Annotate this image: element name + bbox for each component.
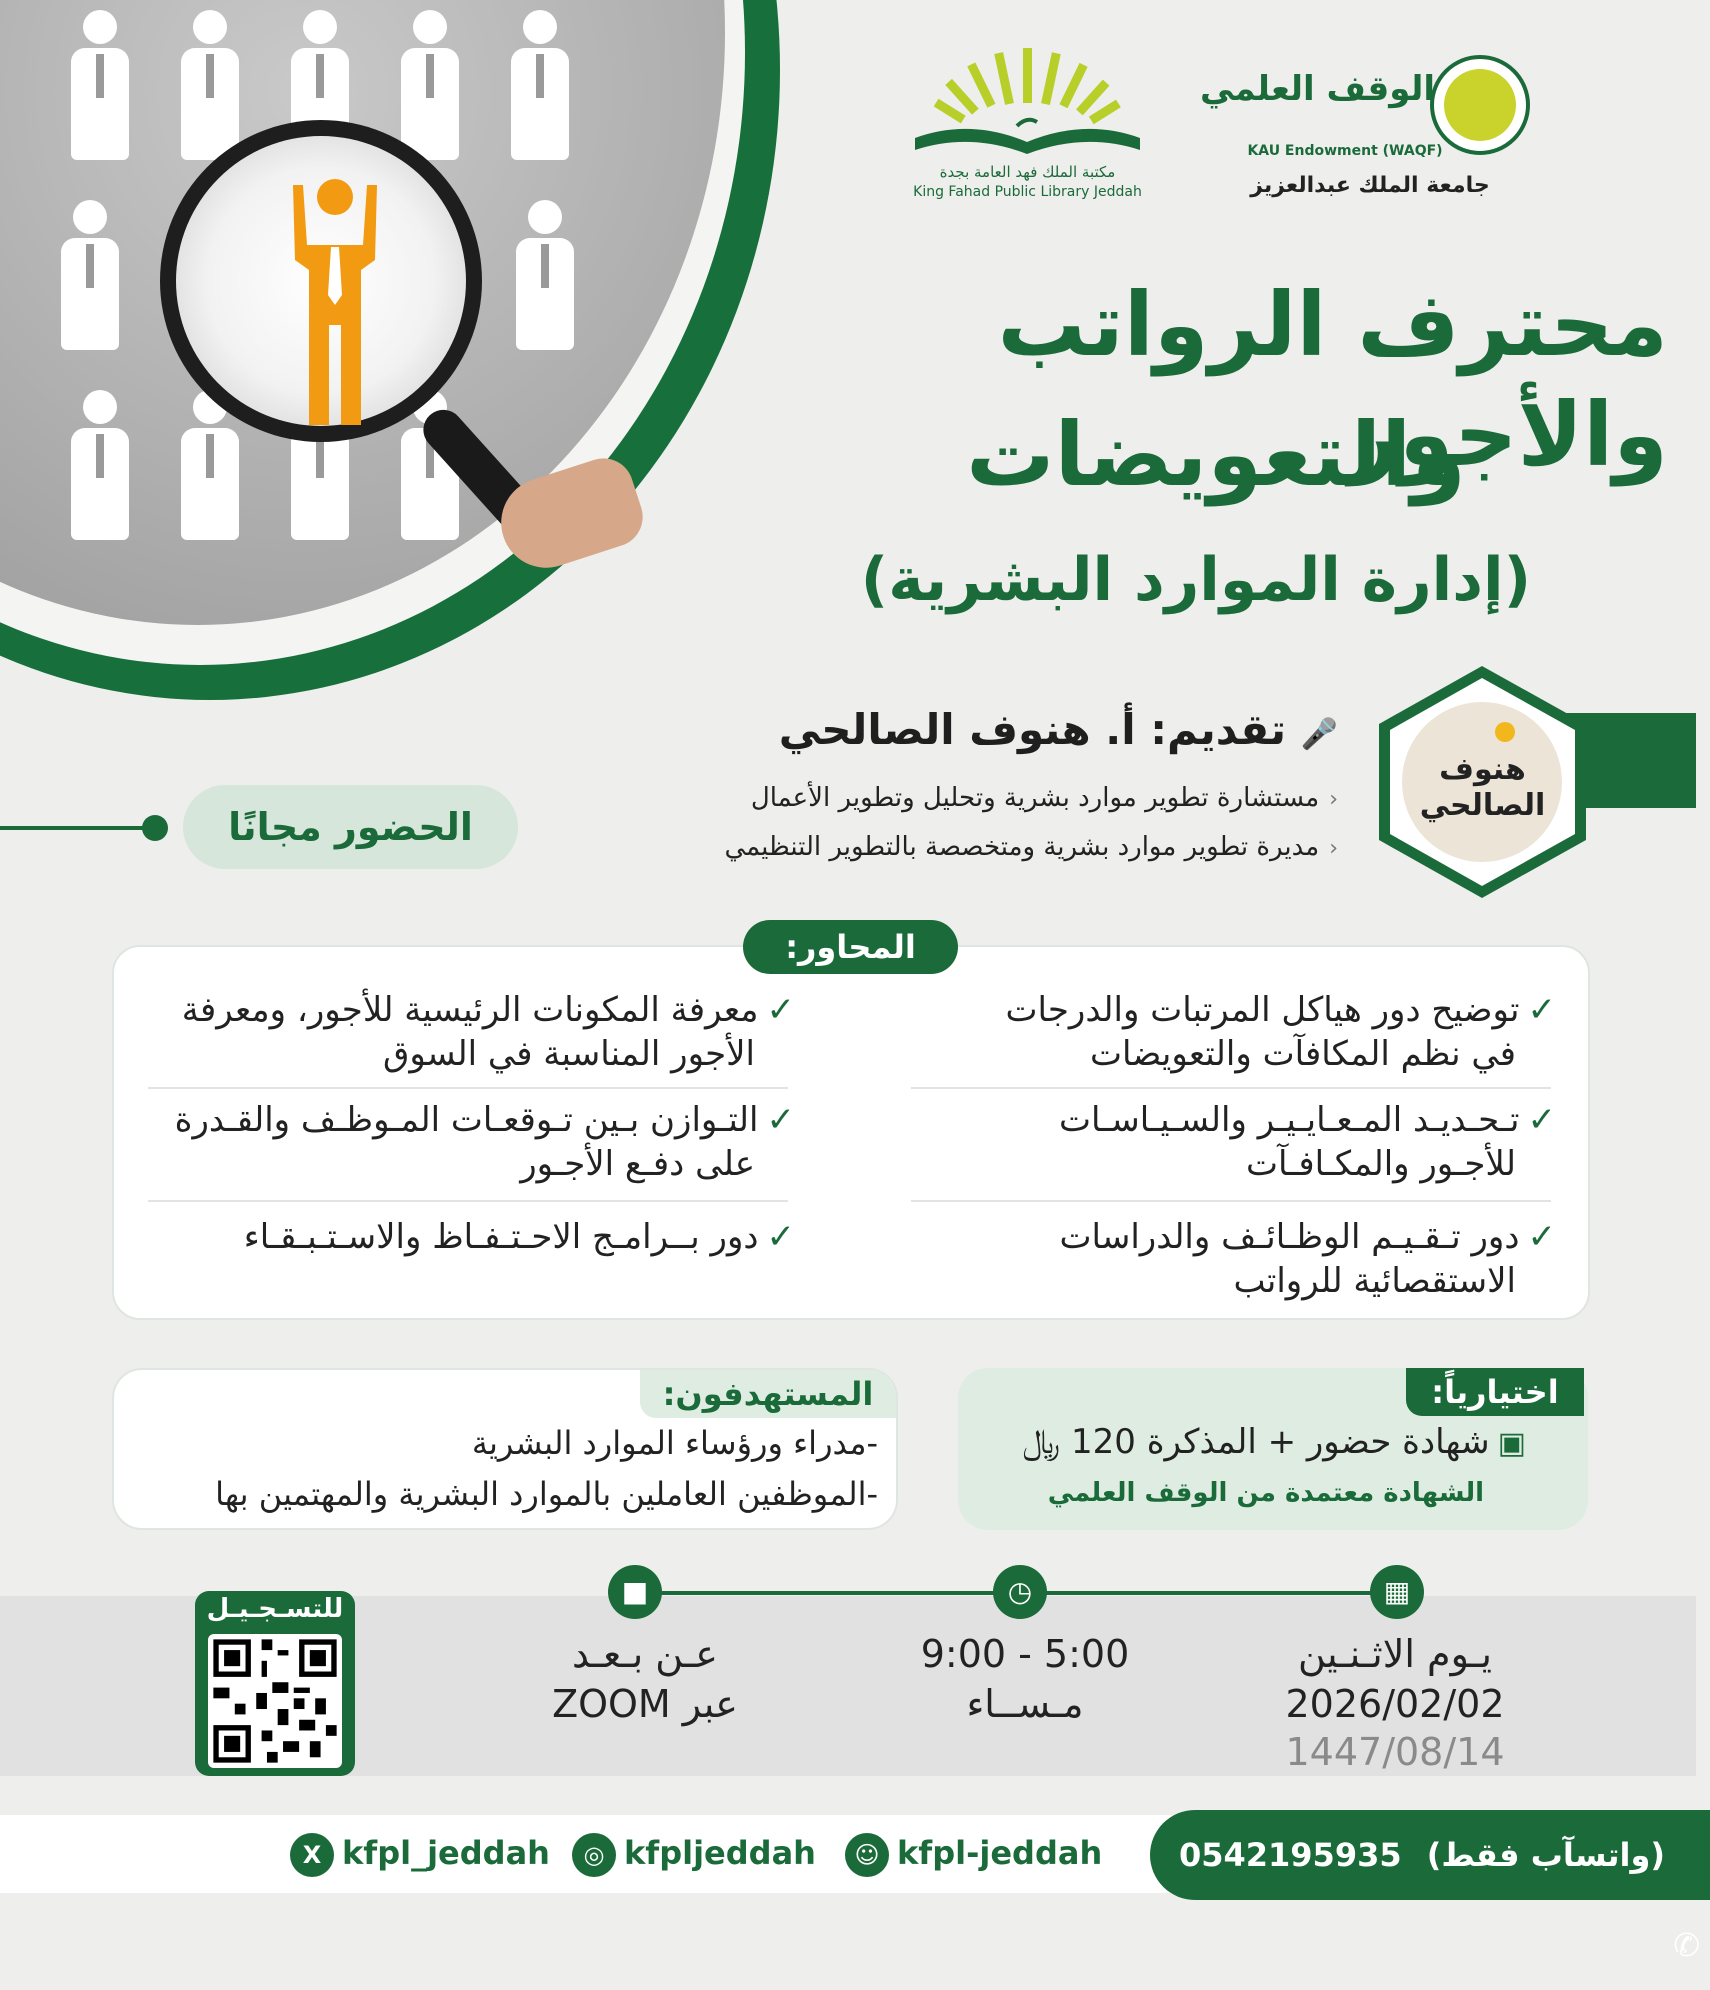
target-item: -مدراء ورؤساء الموارد البشرية bbox=[471, 1424, 878, 1462]
check-icon: ✓ bbox=[1527, 1217, 1556, 1257]
kfpl-name-en: King Fahad Public Library Jeddah bbox=[913, 184, 1142, 200]
instagram-handle-link[interactable]: ◎ kfpljeddah bbox=[572, 1828, 816, 1878]
free-connector-dot bbox=[142, 815, 168, 841]
axis-item: ✓معرفة المكونات الرئيسية للأجور، ومعرفة الأجور المناسبة في السوق bbox=[181, 990, 795, 1074]
kfpl-logo bbox=[905, 38, 1150, 213]
whatsapp-note: (واتسآب فقط) bbox=[1426, 1836, 1665, 1874]
figure bbox=[65, 10, 135, 160]
event-platform: عبر ZOOM bbox=[552, 1682, 738, 1726]
snapchat-icon: ☺ bbox=[845, 1833, 889, 1877]
event-date-gregorian: 2026/02/02 bbox=[1285, 1682, 1505, 1726]
highlighted-person-icon bbox=[285, 175, 385, 435]
page-subtitle: (إدارة الموارد البشرية) bbox=[860, 545, 1531, 615]
whatsapp-contact[interactable] bbox=[1150, 1810, 1710, 1964]
optional-title: اختيارياً: bbox=[1406, 1368, 1584, 1416]
axis-divider bbox=[911, 1200, 1551, 1202]
figure bbox=[175, 10, 245, 160]
kau-name-ar: جامعة الملك عبدالعزيز bbox=[1250, 173, 1490, 198]
figure bbox=[65, 390, 135, 540]
event-date-hijri: 1447/08/14 bbox=[1285, 1730, 1505, 1774]
x-icon: X bbox=[290, 1833, 334, 1877]
waqf-name-ar: الوقف العلمي bbox=[1199, 69, 1435, 109]
snapchat-handle-link[interactable]: ☺ kfpl-jeddah bbox=[845, 1828, 1102, 1878]
presenter-bio-1: ‹مستشارة تطوير موارد بشرية وتحليل وتطوير الأعمال bbox=[750, 783, 1338, 813]
whatsapp-number: 0542195935 bbox=[1178, 1836, 1402, 1874]
axis-divider bbox=[148, 1200, 788, 1202]
check-icon: ✓ bbox=[766, 1217, 795, 1257]
open-book-sun-icon bbox=[905, 38, 1150, 158]
axis-item: ✓دور تـقـيـم الوظـائـف والدراسات الاستقصائية للرواتب bbox=[1059, 1217, 1556, 1301]
kfpl-name-ar: مكتبة الملك فهد العامة بجدة bbox=[939, 163, 1116, 181]
x-handle-link[interactable]: X kfpl_jeddah bbox=[290, 1828, 550, 1878]
axis-item: ✓دور بــرامـج الاحـتـفـاظ والاسـتـبـقـاء bbox=[243, 1217, 795, 1257]
check-icon: ✓ bbox=[1527, 1100, 1556, 1140]
calendar-icon: ▦ bbox=[1370, 1565, 1424, 1619]
event-day: يـوم الاثـنـين bbox=[1298, 1632, 1492, 1676]
optional-accreditation: الشهادة معتمدة من الوقف العلمي bbox=[1047, 1478, 1484, 1508]
event-mode: عـن بـعـد bbox=[572, 1632, 718, 1676]
axis-item: ✓تـحـديـد المـعـايـيـر والسـيـاسـات للأجـور والمكـافـآت bbox=[1058, 1100, 1556, 1184]
presenter-bio-2: ‹مديرة تطوير موارد بشرية ومتخصصة بالتطوير التنظيمي bbox=[724, 832, 1338, 862]
check-icon: ✓ bbox=[766, 1100, 795, 1140]
axis-item: ✓توضيح دور هياكل المرتبات والدرجات في نظم المكافآت والتعويضات bbox=[1005, 990, 1556, 1074]
axis-divider bbox=[911, 1087, 1551, 1089]
video-camera-icon: ■ bbox=[608, 1565, 662, 1619]
register-label: للتسـجـيـل bbox=[206, 1594, 344, 1624]
figure bbox=[55, 200, 125, 350]
waqf-name-en: KAU Endowment (WAQF) bbox=[1247, 143, 1443, 159]
free-connector-line bbox=[0, 826, 150, 830]
page-title-line2: والتعويضات bbox=[966, 403, 1466, 506]
presenter-signature: هنوف الصالحي bbox=[1419, 752, 1546, 823]
presenter-name: 🎤 تقديم: أ. هنوف الصالحي bbox=[778, 705, 1338, 754]
figure bbox=[395, 10, 465, 160]
event-time: 9:00 - 5:00 bbox=[920, 1632, 1130, 1676]
axis-item: ✓التـوازن بـين تـوقعـات المـوظـف والقـدرة على دفـع الأجـور bbox=[174, 1100, 795, 1184]
target-item: -الموظفين العاملين بالموارد البشرية والمهتمين بها bbox=[215, 1475, 878, 1513]
clock-icon: ◷ bbox=[993, 1565, 1047, 1619]
certificate-icon: ▣ bbox=[1497, 1426, 1526, 1461]
axis-divider bbox=[148, 1087, 788, 1089]
waqf-emblem bbox=[1430, 55, 1530, 155]
axes-title: المحاور: bbox=[743, 920, 958, 974]
instagram-icon: ◎ bbox=[572, 1833, 616, 1877]
target-title: المستهدفون: bbox=[640, 1370, 896, 1418]
microphone-icon: 🎤 bbox=[1300, 717, 1338, 752]
free-attendance-badge: الحضور مجانًا bbox=[183, 785, 518, 869]
check-icon: ✓ bbox=[766, 990, 795, 1030]
event-period: مـســاء bbox=[966, 1682, 1084, 1726]
page-title: محترف الرواتب والأجور bbox=[997, 273, 1668, 486]
waqf-logo bbox=[1199, 55, 1545, 215]
qr-code[interactable] bbox=[208, 1634, 342, 1768]
whatsapp-icon: ✆ bbox=[1673, 1926, 1700, 1964]
figure bbox=[505, 10, 575, 160]
optional-certificate-line: ▣شهادة حضور + المذكرة 120 ﷼ bbox=[1022, 1422, 1526, 1462]
figure bbox=[510, 200, 580, 350]
check-icon: ✓ bbox=[1527, 990, 1556, 1030]
qr-code-icon bbox=[208, 1634, 342, 1768]
